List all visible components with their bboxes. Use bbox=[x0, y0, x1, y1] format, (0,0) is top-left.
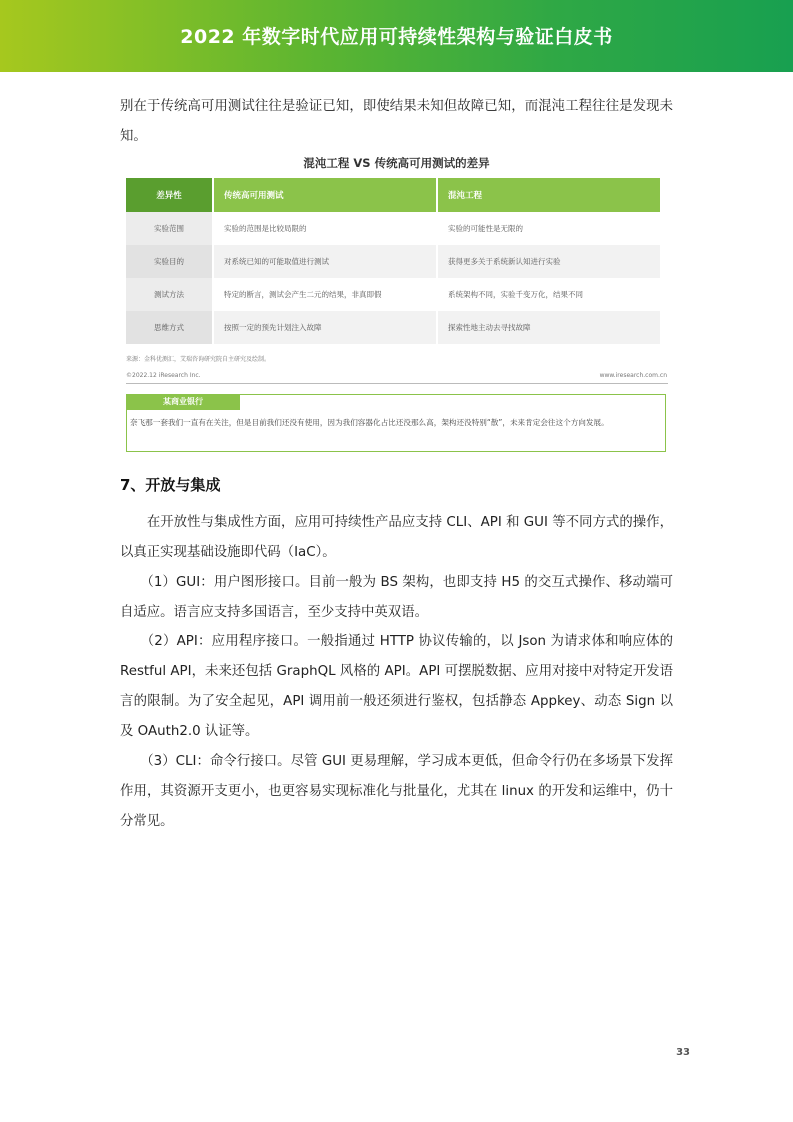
table-cell: 实验的范围是比较局限的 bbox=[213, 212, 437, 245]
table-cell: 实验范围 bbox=[126, 212, 213, 245]
body-paragraph: 在开放性与集成性方面，应用可持续性产品应支持 CLI、API 和 GUI 等不同方式的操作，以真正实现基础设施即代码（IaC）。 bbox=[120, 515, 673, 560]
column-header: 传统高可用测试 bbox=[213, 178, 437, 212]
table-cell: 测试方法 bbox=[126, 278, 213, 311]
section-heading: 7、开放与集成 bbox=[120, 476, 221, 494]
page-number: 33 bbox=[676, 1047, 690, 1058]
figure-title: 混沌工程 VS 传统高可用测试的差异 bbox=[303, 156, 490, 170]
quote-text: 奈飞那一套我们一直有在关注，但是目前我们还没有使用，因为我们容器化占比还没那么高，架构还没特别“散”，未来肯定会往这个方向发展。 bbox=[130, 418, 609, 427]
table-cell: 思维方式 bbox=[126, 311, 213, 344]
table-cell: 探索性地主动去寻找故障 bbox=[437, 311, 661, 344]
table-row bbox=[126, 278, 661, 311]
page-header bbox=[0, 0, 793, 72]
body-paragraph: （3）CLI：命令行接口。尽管 GUI 更易理解，学习成本更低，但命令行仍在多场景下发挥作用，其资源开支更小，也更容易实现标准化与批量化，尤其在 linux 的开发和运维中，仍十分常见。 bbox=[120, 754, 673, 829]
table-cell: 特定的断言，测试会产生二元的结果，非真即假 bbox=[213, 278, 437, 311]
table-cell: 获得更多关于系统新认知进行实验 bbox=[437, 245, 661, 278]
divider bbox=[126, 383, 668, 384]
intro-paragraph: 别在于传统高可用测试往往是验证已知，即使结果未知但故障已知，而混沌工程往往是发现未知。 bbox=[120, 99, 673, 144]
table-row bbox=[126, 311, 661, 344]
table-row bbox=[126, 245, 661, 278]
table-cell: 实验目的 bbox=[126, 245, 213, 278]
table-header-row bbox=[126, 178, 661, 212]
figure-site: www.iresearch.com.cn bbox=[599, 372, 667, 379]
quote-label: 某商业银行 bbox=[126, 394, 240, 410]
table-cell: 实验的可能性是无限的 bbox=[437, 212, 661, 245]
column-header: 混沌工程 bbox=[437, 178, 661, 212]
table-cell: 对系统已知的可能取值进行测试 bbox=[213, 245, 437, 278]
table-row bbox=[126, 212, 661, 245]
document-title: 2022 年数字时代应用可持续性架构与验证白皮书 bbox=[180, 26, 613, 48]
comparison-table bbox=[126, 178, 662, 344]
figure-source: 来源：金科优测汇，艾瑞咨询研究院自主研究及绘制。 bbox=[126, 356, 271, 363]
body-paragraph: （2）API：应用程序接口。一般指通过 HTTP 协议传输的，以 Json 为请求体和响应体的 Restful API，未来还包括 GraphQL 风格的 API。API 可摆脱数据、应用对接中对特定开发语言的限制。为了安全起见，API 调用前一般还须进行鉴权，包括静态 Appkey、动态 Sign 以及 OAuth2.0 认证等。 bbox=[120, 634, 673, 739]
column-header: 差异性 bbox=[126, 178, 213, 212]
comparison-figure bbox=[120, 150, 673, 379]
figure-copyright: ©2022.12 iResearch Inc. bbox=[126, 372, 201, 379]
table-cell: 按照一定的预先计划注入故障 bbox=[213, 311, 437, 344]
table-cell: 系统架构不同，实验千变万化，结果不同 bbox=[437, 278, 661, 311]
body-paragraph: （1）GUI：用户图形接口。目前一般为 BS 架构，也即支持 H5 的交互式操作、移动端可自适应。语言应支持多国语言，至少支持中英双语。 bbox=[120, 575, 673, 620]
